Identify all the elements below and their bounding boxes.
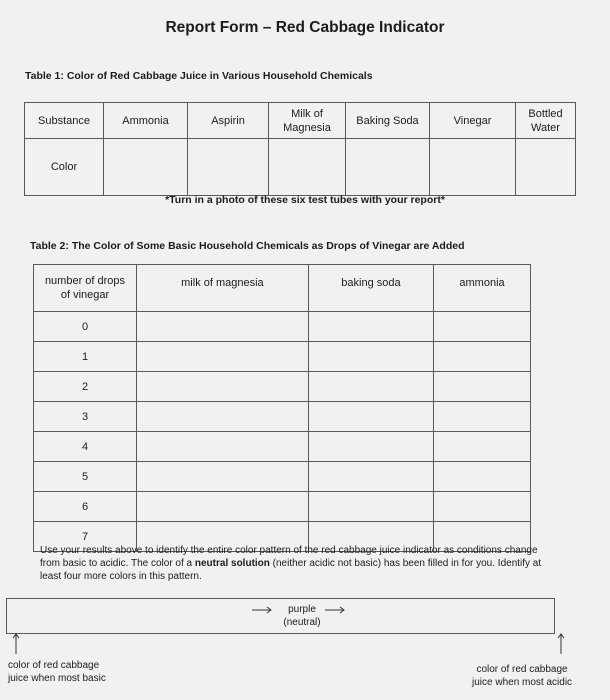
- table2-cell-baking-soda[interactable]: [308, 312, 433, 342]
- table2-cell-milk-of-magnesia[interactable]: [137, 432, 309, 462]
- table1-header-substance: Substance: [25, 103, 104, 139]
- table2-drops-label: 1: [34, 342, 137, 372]
- table2-row: [34, 372, 531, 402]
- table2-cell-ammonia[interactable]: [434, 492, 531, 522]
- table2-cell-baking-soda[interactable]: [308, 342, 433, 372]
- table2-cell-milk-of-magnesia[interactable]: [137, 402, 309, 432]
- table2-row: [34, 492, 531, 522]
- table2-cell-milk-of-magnesia[interactable]: [137, 372, 309, 402]
- table2-drops-label: 7: [34, 522, 137, 552]
- instructions-part1: Use your results above to identify the entire color pattern of the red cabbage juice indicator as conditions change from basic to acidic. The color of a: [40, 545, 538, 569]
- table1-cell-bottled-water-color[interactable]: [516, 139, 576, 196]
- table2-header-ammonia: ammonia: [434, 265, 531, 312]
- most-basic-label: color of red cabbage juice when most basic: [8, 660, 106, 684]
- table2-header-row: [34, 265, 531, 312]
- table2-cell-milk-of-magnesia[interactable]: [137, 492, 309, 522]
- acidic-end-arrow-icon: [555, 632, 567, 656]
- table1-header-bottled-water: Bottled Water: [516, 103, 576, 139]
- table2-cell-baking-soda[interactable]: [308, 372, 433, 402]
- table1-header-baking-soda: Baking Soda: [346, 103, 430, 139]
- table2-drops-label: 4: [34, 432, 137, 462]
- table1-header-vinegar: Vinegar: [430, 103, 516, 139]
- neutral-color: purple: [288, 604, 316, 615]
- table2-cell-milk-of-magnesia[interactable]: [137, 312, 309, 342]
- table2-row: [34, 402, 531, 432]
- basic-end-arrow-icon: [10, 632, 22, 656]
- table2-drops-label: 5: [34, 462, 137, 492]
- table2-cell-ammonia[interactable]: [434, 432, 531, 462]
- table2-drops-label: 6: [34, 492, 137, 522]
- table1-cell-ammonia-color[interactable]: [104, 139, 188, 196]
- instructions-part2: (neither acidic not basic) has been filled in for you. Identify at least four more colors in this pattern.: [40, 558, 542, 582]
- table2-cell-milk-of-magnesia[interactable]: [137, 342, 309, 372]
- neutral-label: [262, 603, 342, 629]
- table1-header-row: [25, 103, 576, 139]
- instructions-bold-term: neutral solution: [194, 558, 270, 569]
- table1-color-chart: [24, 102, 576, 196]
- table1-row-label-color: Color: [25, 139, 104, 196]
- table2-cell-baking-soda[interactable]: [308, 402, 433, 432]
- table2-cell-milk-of-magnesia[interactable]: [137, 462, 309, 492]
- pattern-instructions: [40, 544, 550, 583]
- table1-header-ammonia: Ammonia: [104, 103, 188, 139]
- table1-header-aspirin: Aspirin: [188, 103, 269, 139]
- table2-header-baking-soda: baking soda: [308, 265, 433, 312]
- table2-drops-label: 2: [34, 372, 137, 402]
- neutral-note: (neutral): [283, 617, 321, 628]
- table2-cell-baking-soda[interactable]: [308, 462, 433, 492]
- table2-cell-ammonia[interactable]: [434, 372, 531, 402]
- page-title: Report Form – Red Cabbage Indicator: [165, 19, 445, 36]
- table2-row: [34, 462, 531, 492]
- table1-header-milk-of-magnesia: Milk of Magnesia: [269, 103, 346, 139]
- table2-cell-ammonia[interactable]: [434, 312, 531, 342]
- table2-row: [34, 432, 531, 462]
- table2-header-drops: number of drops of vinegar: [34, 265, 137, 312]
- table2-drops-label: 3: [34, 402, 137, 432]
- most-acidic-label: color of red cabbage juice when most acidic: [472, 664, 573, 688]
- table2-drops-label: 0: [34, 312, 137, 342]
- table2-row: [34, 342, 531, 372]
- photo-note: *Turn in a photo of these six test tubes with your report*: [165, 194, 445, 206]
- table2-body: [34, 312, 531, 552]
- table2-cell-ammonia[interactable]: [434, 462, 531, 492]
- table1-caption: Table 1: Color of Red Cabbage Juice in Various Household Chemicals: [25, 70, 373, 82]
- table2-caption: Table 2: The Color of Some Basic Household Chemicals as Drops of Vinegar are Added: [30, 240, 465, 252]
- table2-cell-ammonia[interactable]: [434, 342, 531, 372]
- table2-cell-baking-soda[interactable]: [308, 492, 433, 522]
- table2-row: [34, 312, 531, 342]
- table1-cell-milk-of-magnesia-color[interactable]: [269, 139, 346, 196]
- table2-cell-ammonia[interactable]: [434, 402, 531, 432]
- table1-cell-baking-soda-color[interactable]: [346, 139, 430, 196]
- table1-color-row: [25, 139, 576, 196]
- table1-cell-aspirin-color[interactable]: [188, 139, 269, 196]
- table2-header-milk-of-magnesia: milk of magnesia: [137, 265, 309, 312]
- table2-drops-chart: [33, 264, 531, 552]
- table2-cell-baking-soda[interactable]: [308, 432, 433, 462]
- table1-cell-vinegar-color[interactable]: [430, 139, 516, 196]
